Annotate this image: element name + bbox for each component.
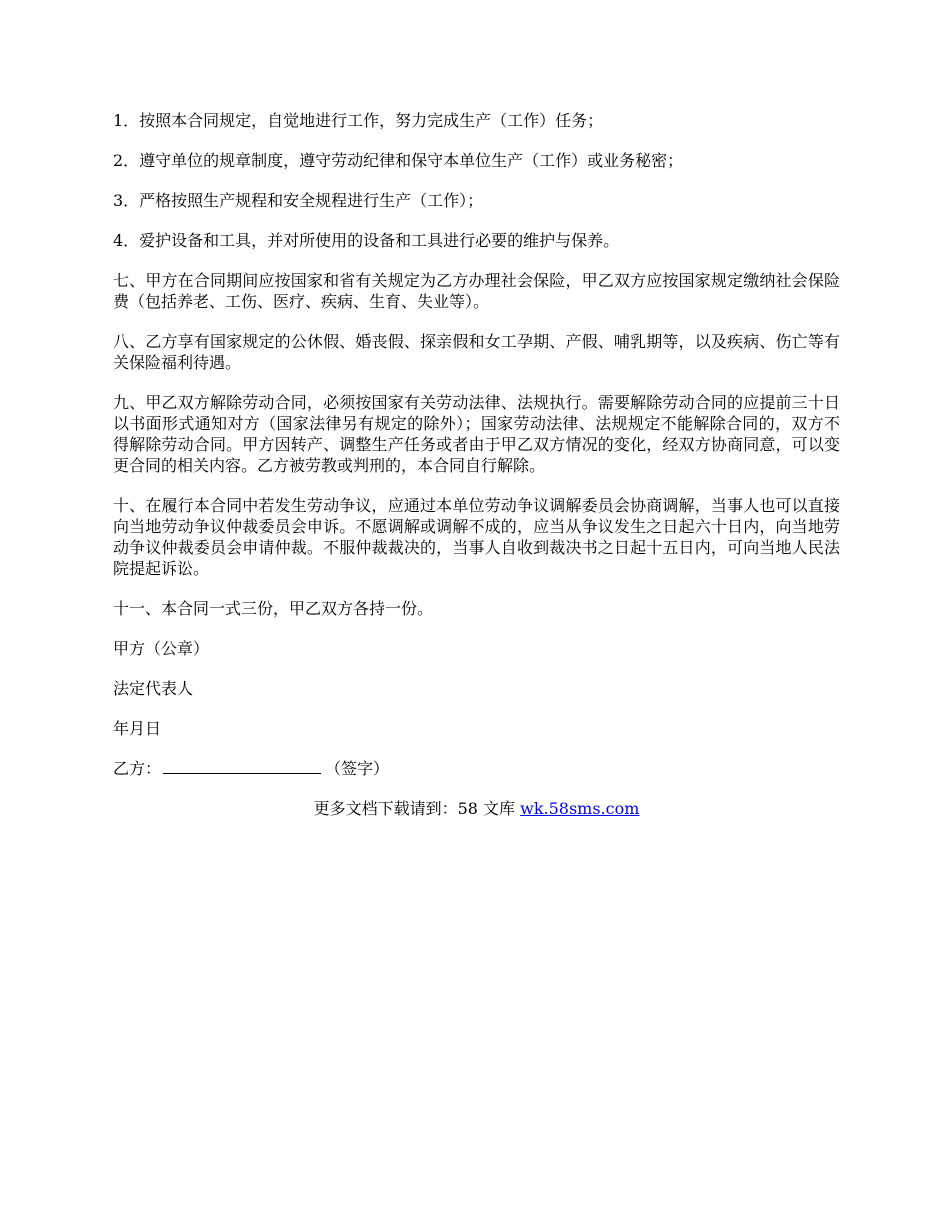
article-7: 七、甲方在合同期间应按国家和省有关规定为乙方办理社会保险，甲乙双方应按国家规定缴纳社会保险费（包括养老、工伤、医疗、疾病、生育、失业等）。 (113, 271, 840, 311)
party-b-sign-note: （签字） (325, 759, 390, 778)
legal-representative: 法定代表人 (113, 679, 194, 698)
footer-text: 更多文档下载请到：58 文库 (313, 799, 521, 818)
party-b-label: 乙方： (113, 759, 162, 778)
party-b-signature-row (113, 758, 840, 779)
article-8: 八、乙方享有国家规定的公休假、婚丧假、探亲假和女工孕期、产假、哺乳期等，以及疾病、伤亡等有关保险福利待遇。 (113, 332, 840, 372)
document-page (113, 110, 840, 819)
article-9: 九、甲乙双方解除劳动合同，必须按国家有关劳动法律、法规执行。需要解除劳动合同的应提前三十日以书面形式通知对方（国家法律另有规定的除外）；国家劳动法律、法规规定不能解除合同的，双方不得解除劳动合同。甲方因转产、调整生产任务或者由于甲乙双方情况的变化，经双方协商同意，可以变更合同的相关内容。乙方被劳教或判刑的，本合同自行解除。 (113, 393, 840, 475)
clause-4: 4．爱护设备和工具，并对所使用的设备和工具进行必要的维护与保养。 (113, 231, 620, 250)
signature-blank-line (163, 759, 321, 774)
footer (113, 798, 840, 819)
footer-link[interactable]: wk.58sms.com (520, 799, 640, 818)
clause-1: 1．按照本合同规定，自觉地进行工作，努力完成生产（工作）任务； (113, 111, 604, 130)
article-10: 十、在履行本合同中若发生劳动争议，应通过本单位劳动争议调解委员会协商调解，当事人也可以直接向当地劳动争议仲裁委员会申诉。不愿调解或调解不成的，应当从争议发生之日起六十日内，向当地劳动争议仲裁委员会申请仲裁。不服仲裁裁决的，当事人自收到裁决书之日起十五日内，可向当地人民法院提起诉讼。 (113, 496, 840, 578)
party-a-seal: 甲方（公章） (113, 639, 210, 658)
clause-2: 2．遵守单位的规章制度，遵守劳动纪律和保守本单位生产（工作）或业务秘密； (113, 151, 684, 170)
signing-date: 年月日 (113, 719, 162, 738)
article-11: 十一、本合同一式三份，甲乙双方各持一份。 (113, 599, 434, 618)
clause-3: 3．严格按照生产规程和安全规程进行生产（工作）； (113, 191, 484, 210)
